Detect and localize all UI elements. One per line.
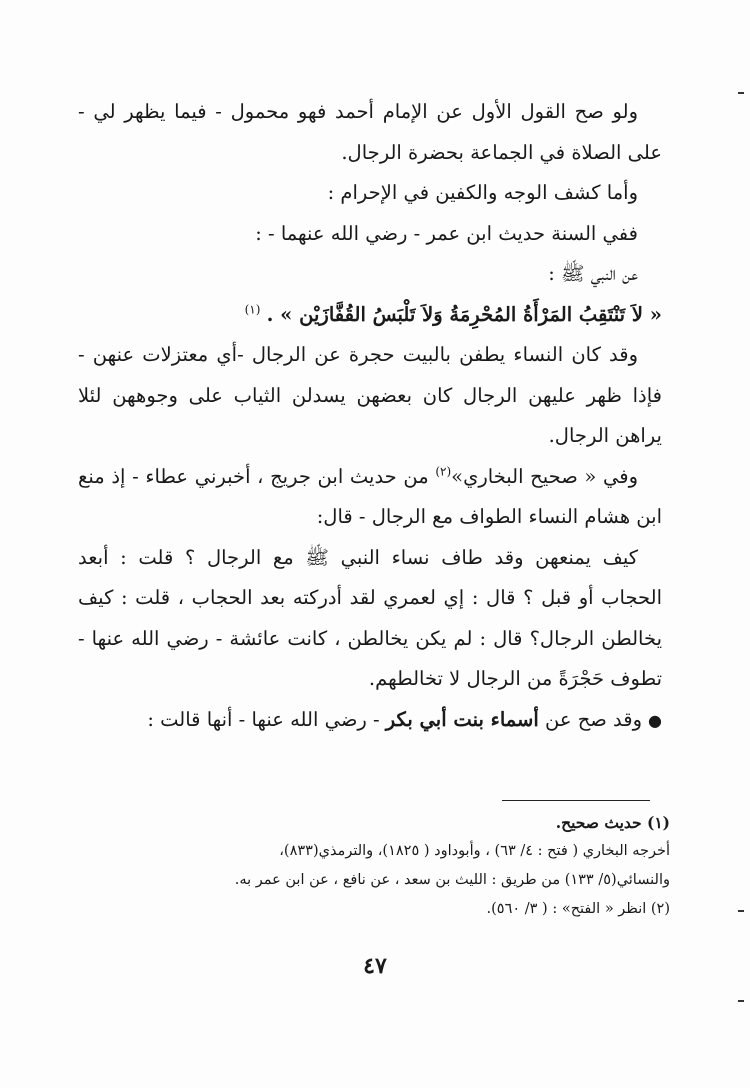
paragraph-6-start: وفي « صحيح البخاري» [451, 464, 638, 488]
footnote-ref-1: (١) [244, 302, 261, 316]
paragraph-7: كيف يمنعهن وقد طاف نساء النبي ﷺ مع الرجال ؟ قلت : أبعد الحجاب أو قبل ؟ قال : إي لعمري لقد أدركته بعد الحجاب ، قلت : كيف يخالطن الرجال؟ قال : لم يكن يخالطن ، كانت عائشة - رضي الله عنها - تطوف حَجْرَةً من الرجال لا تخالطهم. [78, 545, 662, 690]
footnote-divider [502, 800, 650, 801]
edge-mark [738, 92, 744, 94]
footnote-1-line-1: أخرجه البخاري ( فتح : ٤/ ٦٣) ، وأبوداود ( ١٨٢٥)، والترمذي(٨٣٣)، [279, 843, 670, 859]
footnote-ref-2: (٢) [435, 464, 452, 478]
edge-mark [738, 910, 744, 912]
paragraph-8 [78, 700, 662, 742]
footnote-1-title: (١) حديث صحيح. [555, 813, 670, 832]
footnotes-block [70, 808, 670, 924]
page-number: ٤٧ [363, 953, 387, 979]
paragraph-6 [78, 457, 662, 538]
paragraph-3: ففي السنة حديث ابن عمر - رضي الله عنهما - : [255, 221, 638, 245]
footnote-1-line-2: والنسائي(٥/ ١٣٣) من طريق : الليث بن سعد ، عن نافع ، عن ابن عمر به. [234, 872, 670, 888]
footnote-2: (٢) انظر « الفتح» : ( ٣/ ٥٦٠). [486, 901, 670, 917]
main-text-block [78, 92, 662, 741]
paragraph-1: ولو صح القول الأول عن الإمام أحمد فهو محمول - فيما يظهر لي - على الصلاة في الجماعة بحضرة الرجال. [78, 100, 662, 164]
paragraph-8-end: - رضي الله عنها - أنها قالت : [147, 707, 386, 731]
hadith-paragraph [78, 295, 662, 336]
paragraph-6-end: من حديث ابن جريج ، أخبرني عطاء - إذ منع ابن هشام النساء الطواف مع الرجال - قال: [78, 464, 662, 528]
edge-mark [738, 1000, 744, 1002]
paragraph-2: وأما كشف الوجه والكفين في الإحرام : [327, 181, 638, 204]
paragraph-4: عن النبي ﷺ : [548, 262, 638, 285]
paragraph-8-name: أسماء بنت أبي بكر [385, 707, 539, 731]
paragraph-8-start: وقد صح عن [538, 707, 643, 731]
hadith-text: « لاَ تَنْتَقِبُ المَرْأَةُ المُحْرِمَةُ وَلاَ تَلْبَسُ القُفَّازَيْن » . [266, 302, 662, 326]
paragraph-5: وقد كان النساء يطفن بالبيت حجرة عن الرجال -أي معتزلات عنهن - فإذا ظهر عليهن الرجال كان بعضهن يسدلن الثياب على وجوههن لئلا يراهن الرجال. [78, 343, 662, 447]
